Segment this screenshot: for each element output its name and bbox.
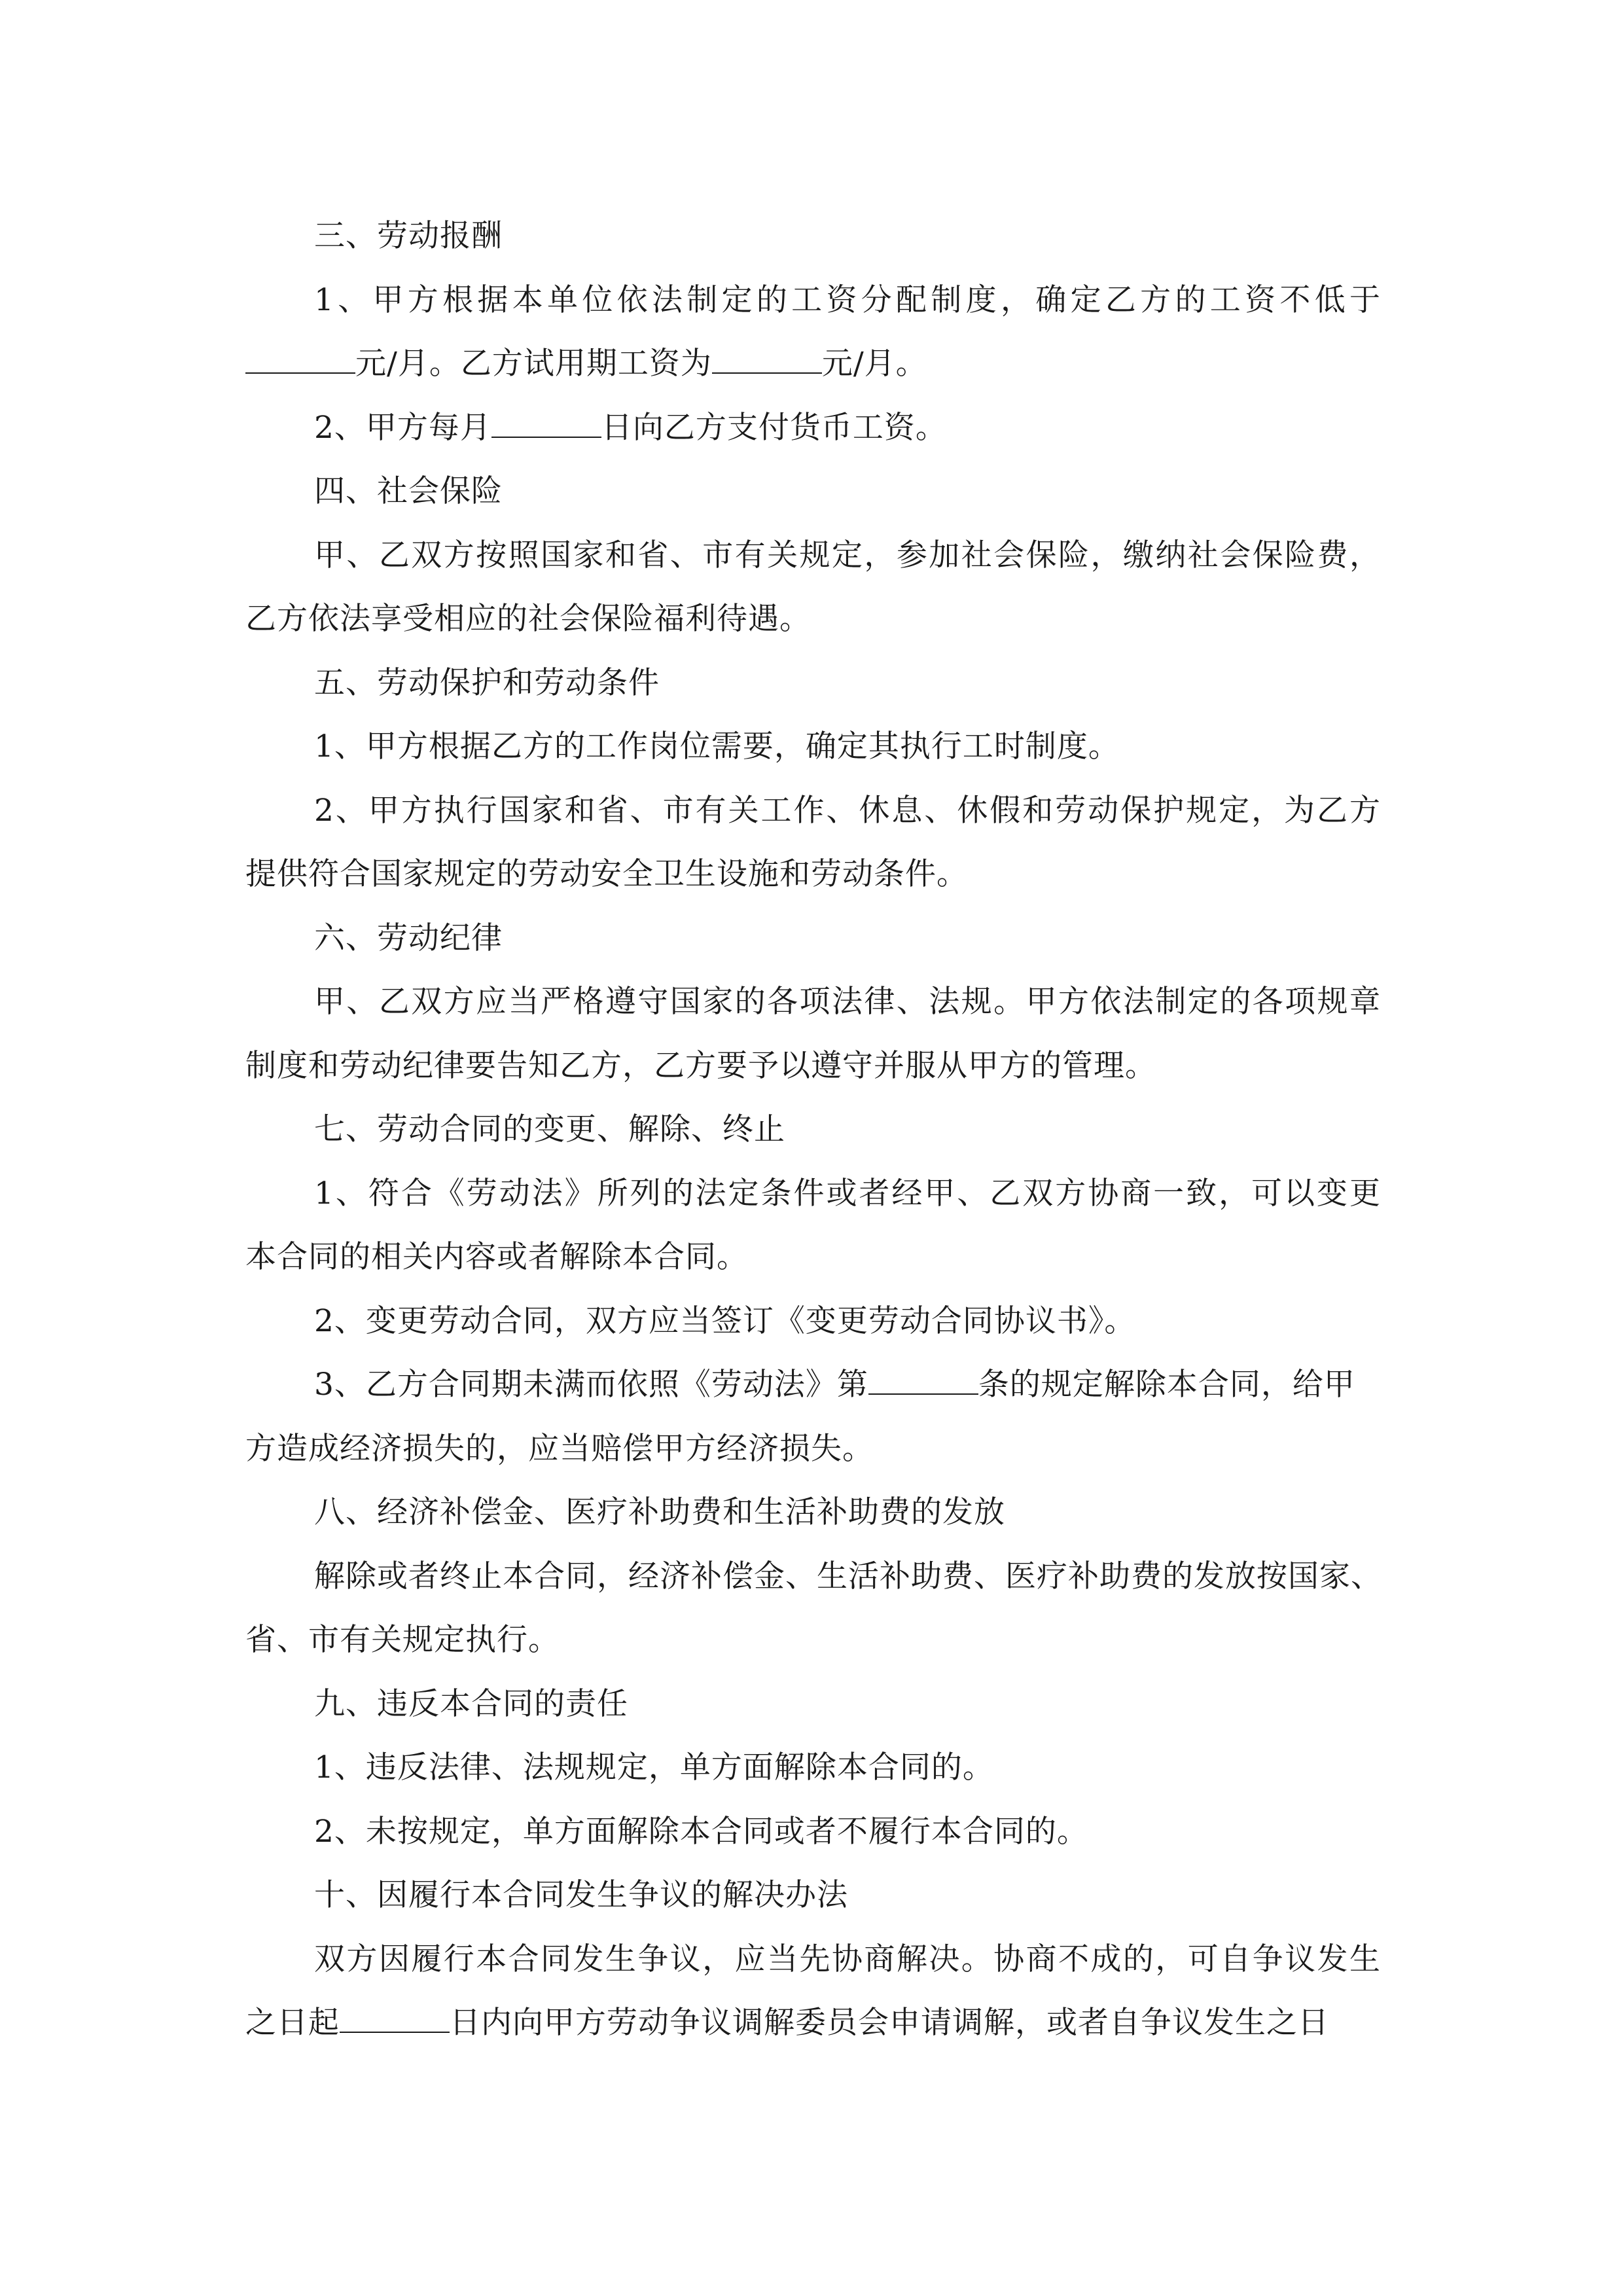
text-segment: 1、甲方根据乙方的工作岗位需要，确定其执行工时制度。 xyxy=(314,728,1120,764)
text-segment: 九、违反本合同的责任 xyxy=(314,1685,628,1722)
text-line xyxy=(245,1608,1381,1672)
text-line xyxy=(245,204,1381,268)
text-segment: 五、劳动保护和劳动条件 xyxy=(314,664,660,701)
text-line xyxy=(245,1098,1381,1162)
text-segment: 元/月。 xyxy=(821,346,927,382)
text-line xyxy=(245,1545,1381,1609)
text-line xyxy=(245,587,1381,651)
text-line xyxy=(245,524,1381,588)
text-segment: 六、劳动纪律 xyxy=(314,920,503,956)
fill-in-blank xyxy=(245,346,355,374)
text-segment: 2、变更劳动合同，双方应当签订《变更劳动合同协议书》。 xyxy=(314,1302,1136,1339)
text-segment: 日向乙方支付货币工资。 xyxy=(601,409,947,446)
text-segment: 甲、乙双方应当严格遵守国家的各项法律、法规。甲方依法制定的各项规章 xyxy=(314,984,1381,1020)
text-segment: 3、乙方合同期未满而依照《劳动法》第 xyxy=(314,1367,868,1403)
text-segment: 八、经济补偿金、医疗补助费和生活补助费的发放 xyxy=(314,1494,1005,1530)
text-segment: 2、甲方执行国家和省、市有关工作、休息、休假和劳动保护规定，为乙方 xyxy=(314,792,1381,829)
text-line xyxy=(245,1863,1381,1928)
text-line xyxy=(245,1991,1381,2055)
fill-in-blank xyxy=(712,346,822,374)
fill-in-blank xyxy=(491,410,601,438)
text-segment: 三、劳动报酬 xyxy=(314,218,503,254)
text-segment: 2、甲方每月 xyxy=(314,409,491,446)
text-line xyxy=(245,1162,1381,1226)
text-line xyxy=(245,396,1381,460)
text-line xyxy=(245,1480,1381,1545)
text-line xyxy=(245,1353,1381,1417)
text-segment: 之日起 xyxy=(245,2005,340,2041)
text-segment: 日内向甲方劳动争议调解委员会申请调解，或者自争议发生之日 xyxy=(450,2005,1329,2041)
text-line xyxy=(245,970,1381,1034)
text-segment: 条的规定解除本合同，给甲 xyxy=(978,1367,1355,1403)
text-line xyxy=(245,268,1381,332)
text-segment: 元/月。乙方试用期工资为 xyxy=(355,346,712,382)
text-segment: 1、违反法律、法规规定，单方面解除本合同的。 xyxy=(314,1749,994,1785)
text-segment: 甲、乙双方按照国家和省、市有关规定，参加社会保险，缴纳社会保险费， xyxy=(314,537,1381,573)
text-segment: 乙方依法享受相应的社会保险福利待遇。 xyxy=(245,601,811,637)
text-line xyxy=(245,906,1381,971)
text-segment: 本合同的相关内容或者解除本合同。 xyxy=(245,1239,748,1275)
fill-in-blank xyxy=(340,2005,450,2033)
text-line xyxy=(245,1736,1381,1800)
text-segment: 提供符合国家规定的劳动安全卫生设施和劳动条件。 xyxy=(245,856,968,892)
text-segment: 省、市有关规定执行。 xyxy=(245,1622,560,1658)
text-segment: 双方因履行本合同发生争议，应当先协商解决。协商不成的，可自争议发生 xyxy=(314,1941,1381,1977)
contract-body xyxy=(245,204,1381,2055)
fill-in-blank xyxy=(868,1367,978,1395)
text-segment: 2、未按规定，单方面解除本合同或者不履行本合同的。 xyxy=(314,1813,1088,1850)
text-line xyxy=(245,1928,1381,1992)
text-segment: 1、符合《劳动法》所列的法定条件或者经甲、乙双方协商一致，可以变更 xyxy=(314,1175,1381,1211)
text-line xyxy=(245,1800,1381,1864)
text-line xyxy=(245,842,1381,906)
text-line xyxy=(245,332,1381,396)
text-line xyxy=(245,779,1381,843)
text-line xyxy=(245,651,1381,715)
text-line xyxy=(245,1034,1381,1098)
text-line xyxy=(245,1225,1381,1289)
text-segment: 四、社会保险 xyxy=(314,473,503,509)
text-segment: 方造成经济损失的，应当赔偿甲方经济损失。 xyxy=(245,1430,874,1467)
text-segment: 十、因履行本合同发生争议的解决办法 xyxy=(314,1877,848,1913)
text-line xyxy=(245,1672,1381,1736)
text-line xyxy=(245,1417,1381,1481)
text-line xyxy=(245,1289,1381,1354)
text-segment: 七、劳动合同的变更、解除、终止 xyxy=(314,1111,785,1147)
text-line xyxy=(245,459,1381,524)
text-segment: 1、甲方根据本单位依法制定的工资分配制度，确定乙方的工资不低于 xyxy=(314,281,1381,318)
text-line xyxy=(245,715,1381,779)
text-segment: 解除或者终止本合同，经济补偿金、生活补助费、医疗补助费的发放按国家、 xyxy=(314,1558,1382,1594)
text-segment: 制度和劳动纪律要告知乙方，乙方要予以遵守并服从甲方的管理。 xyxy=(245,1047,1156,1084)
